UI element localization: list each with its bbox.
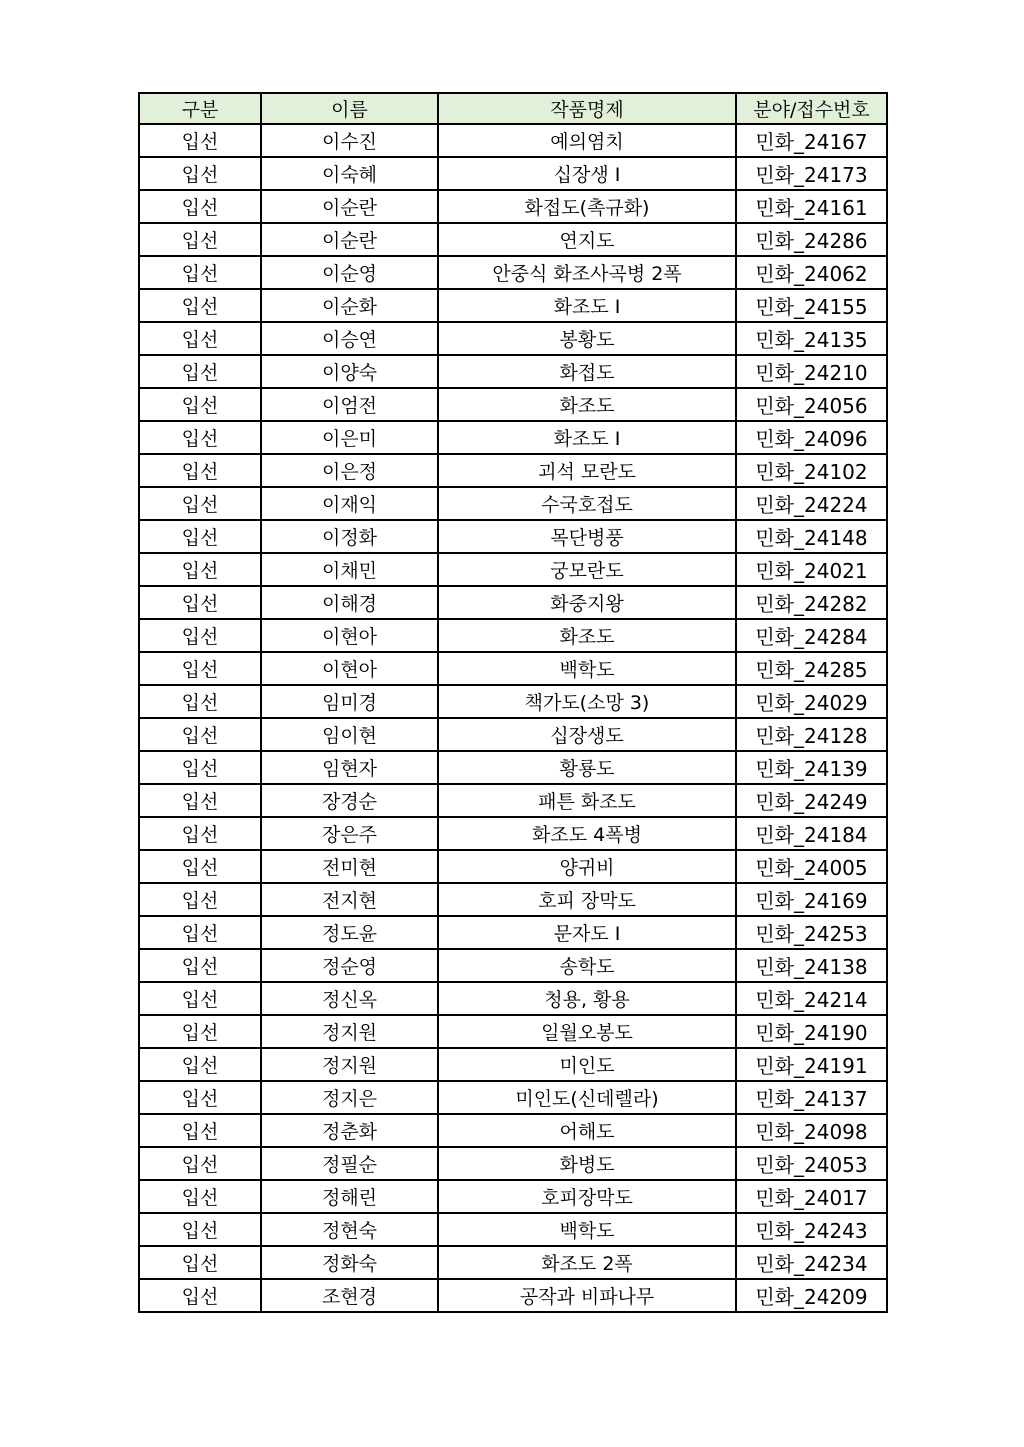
- cell-entry-number: 민화_24138: [736, 949, 887, 982]
- table-row: [139, 982, 887, 1015]
- table-row: [139, 1279, 887, 1312]
- table-row: [139, 421, 887, 454]
- cell-entry-number: 민화_24253: [736, 916, 887, 949]
- cell-title: 궁모란도: [438, 553, 736, 586]
- cell-category: 입선: [139, 949, 261, 982]
- cell-category: 입선: [139, 652, 261, 685]
- cell-entry-number: 민화_24173: [736, 157, 887, 190]
- cell-entry-number: 민화_24184: [736, 817, 887, 850]
- cell-category: 입선: [139, 190, 261, 223]
- cell-category: 입선: [139, 850, 261, 883]
- cell-name: 정해린: [261, 1180, 438, 1213]
- table-row: [139, 652, 887, 685]
- cell-title: 십장생 I: [438, 157, 736, 190]
- cell-category: 입선: [139, 586, 261, 619]
- cell-entry-number: 민화_24167: [736, 124, 887, 157]
- cell-name: 정필순: [261, 1147, 438, 1180]
- cell-entry-number: 민화_24056: [736, 388, 887, 421]
- header-title: 작품명제: [438, 93, 736, 124]
- cell-name: 이순화: [261, 289, 438, 322]
- cell-name: 이재익: [261, 487, 438, 520]
- cell-category: 입선: [139, 355, 261, 388]
- cell-category: 입선: [139, 1279, 261, 1312]
- cell-entry-number: 민화_24282: [736, 586, 887, 619]
- cell-entry-number: 민화_24285: [736, 652, 887, 685]
- cell-title: 화조도: [438, 619, 736, 652]
- cell-entry-number: 민화_24005: [736, 850, 887, 883]
- cell-category: 입선: [139, 520, 261, 553]
- cell-name: 정지은: [261, 1081, 438, 1114]
- header-name: 이름: [261, 93, 438, 124]
- table-row: [139, 1180, 887, 1213]
- cell-title: 화조도 4폭병: [438, 817, 736, 850]
- cell-category: 입선: [139, 322, 261, 355]
- table-row: [139, 949, 887, 982]
- table-row: [139, 916, 887, 949]
- cell-title: 화접도: [438, 355, 736, 388]
- cell-category: 입선: [139, 289, 261, 322]
- cell-title: 화조도 I: [438, 421, 736, 454]
- cell-title: 호피 장막도: [438, 883, 736, 916]
- cell-name: 장은주: [261, 817, 438, 850]
- cell-entry-number: 민화_24210: [736, 355, 887, 388]
- cell-name: 이해경: [261, 586, 438, 619]
- cell-title: 백학도: [438, 652, 736, 685]
- cell-title: 수국호접도: [438, 487, 736, 520]
- cell-entry-number: 민화_24021: [736, 553, 887, 586]
- cell-name: 이순영: [261, 256, 438, 289]
- cell-entry-number: 민화_24161: [736, 190, 887, 223]
- cell-entry-number: 민화_24017: [736, 1180, 887, 1213]
- cell-title: 송학도: [438, 949, 736, 982]
- cell-title: 백학도: [438, 1213, 736, 1246]
- table-row: [139, 1114, 887, 1147]
- cell-title: 화접도(촉규화): [438, 190, 736, 223]
- cell-entry-number: 민화_24214: [736, 982, 887, 1015]
- table-row: [139, 1147, 887, 1180]
- cell-name: 정화숙: [261, 1246, 438, 1279]
- cell-title: 화조도 I: [438, 289, 736, 322]
- cell-name: 전지현: [261, 883, 438, 916]
- cell-title: 봉황도: [438, 322, 736, 355]
- cell-entry-number: 민화_24243: [736, 1213, 887, 1246]
- table-row: [139, 190, 887, 223]
- cell-entry-number: 민화_24169: [736, 883, 887, 916]
- table-row: [139, 322, 887, 355]
- cell-name: 이정화: [261, 520, 438, 553]
- cell-name: 임미경: [261, 685, 438, 718]
- cell-name: 이현아: [261, 619, 438, 652]
- cell-name: 정순영: [261, 949, 438, 982]
- cell-title: 목단병풍: [438, 520, 736, 553]
- cell-title: 패튼 화조도: [438, 784, 736, 817]
- cell-entry-number: 민화_24234: [736, 1246, 887, 1279]
- table-row: [139, 619, 887, 652]
- cell-name: 정신옥: [261, 982, 438, 1015]
- cell-title: 호피장막도: [438, 1180, 736, 1213]
- cell-title: 십장생도: [438, 718, 736, 751]
- cell-category: 입선: [139, 619, 261, 652]
- cell-name: 이은정: [261, 454, 438, 487]
- table-row: [139, 751, 887, 784]
- cell-name: 정지원: [261, 1048, 438, 1081]
- cell-name: 정춘화: [261, 1114, 438, 1147]
- cell-title: 연지도: [438, 223, 736, 256]
- table-row: [139, 883, 887, 916]
- cell-title: 황룡도: [438, 751, 736, 784]
- table-row: [139, 718, 887, 751]
- cell-title: 책가도(소망 3): [438, 685, 736, 718]
- cell-category: 입선: [139, 124, 261, 157]
- cell-category: 입선: [139, 1048, 261, 1081]
- cell-entry-number: 민화_24190: [736, 1015, 887, 1048]
- cell-name: 이수진: [261, 124, 438, 157]
- table-row: [139, 1081, 887, 1114]
- cell-title: 청용, 황용: [438, 982, 736, 1015]
- cell-category: 입선: [139, 1246, 261, 1279]
- cell-category: 입선: [139, 1081, 261, 1114]
- cell-name: 임이현: [261, 718, 438, 751]
- cell-title: 화조도 2폭: [438, 1246, 736, 1279]
- table-row: [139, 1213, 887, 1246]
- cell-name: 정현숙: [261, 1213, 438, 1246]
- cell-name: 조현경: [261, 1279, 438, 1312]
- cell-entry-number: 민화_24137: [736, 1081, 887, 1114]
- cell-name: 정지원: [261, 1015, 438, 1048]
- cell-title: 안중식 화조사곡병 2폭: [438, 256, 736, 289]
- cell-entry-number: 민화_24102: [736, 454, 887, 487]
- cell-category: 입선: [139, 685, 261, 718]
- table-row: [139, 520, 887, 553]
- cell-entry-number: 민화_24286: [736, 223, 887, 256]
- cell-entry-number: 민화_24135: [736, 322, 887, 355]
- table-row: [139, 124, 887, 157]
- cell-title: 예의염치: [438, 124, 736, 157]
- table-row: [139, 157, 887, 190]
- table-row: [139, 850, 887, 883]
- cell-entry-number: 민화_24191: [736, 1048, 887, 1081]
- cell-name: 이양숙: [261, 355, 438, 388]
- cell-name: 임현자: [261, 751, 438, 784]
- results-table: [138, 92, 888, 1313]
- cell-title: 양귀비: [438, 850, 736, 883]
- cell-title: 어해도: [438, 1114, 736, 1147]
- table-row: [139, 454, 887, 487]
- cell-name: 이순란: [261, 190, 438, 223]
- cell-name: 이은미: [261, 421, 438, 454]
- cell-title: 화병도: [438, 1147, 736, 1180]
- table-header: [139, 93, 887, 124]
- cell-entry-number: 민화_24155: [736, 289, 887, 322]
- cell-title: 화중지왕: [438, 586, 736, 619]
- cell-name: 정도윤: [261, 916, 438, 949]
- cell-title: 미인도(신데렐라): [438, 1081, 736, 1114]
- cell-entry-number: 민화_24029: [736, 685, 887, 718]
- cell-entry-number: 민화_24053: [736, 1147, 887, 1180]
- cell-title: 공작과 비파나무: [438, 1279, 736, 1312]
- cell-category: 입선: [139, 256, 261, 289]
- cell-title: 문자도 I: [438, 916, 736, 949]
- cell-title: 일월오봉도: [438, 1015, 736, 1048]
- cell-category: 입선: [139, 1180, 261, 1213]
- cell-entry-number: 민화_24209: [736, 1279, 887, 1312]
- header-category: 구분: [139, 93, 261, 124]
- table-row: [139, 784, 887, 817]
- cell-category: 입선: [139, 454, 261, 487]
- cell-entry-number: 민화_24139: [736, 751, 887, 784]
- table-row: [139, 553, 887, 586]
- cell-entry-number: 민화_24148: [736, 520, 887, 553]
- cell-category: 입선: [139, 1114, 261, 1147]
- cell-name: 장경순: [261, 784, 438, 817]
- cell-category: 입선: [139, 388, 261, 421]
- header-entry-number: 분야/접수번호: [736, 93, 887, 124]
- cell-title: 화조도: [438, 388, 736, 421]
- cell-title: 괴석 모란도: [438, 454, 736, 487]
- cell-entry-number: 민화_24128: [736, 718, 887, 751]
- cell-name: 이현아: [261, 652, 438, 685]
- table-body: [139, 124, 887, 1312]
- header-row: [139, 93, 887, 124]
- cell-entry-number: 민화_24098: [736, 1114, 887, 1147]
- cell-category: 입선: [139, 1147, 261, 1180]
- table-row: [139, 586, 887, 619]
- cell-category: 입선: [139, 487, 261, 520]
- cell-name: 이엄전: [261, 388, 438, 421]
- cell-name: 전미현: [261, 850, 438, 883]
- cell-category: 입선: [139, 784, 261, 817]
- table-row: [139, 1246, 887, 1279]
- table-row: [139, 685, 887, 718]
- table-row: [139, 1015, 887, 1048]
- cell-category: 입선: [139, 223, 261, 256]
- cell-category: 입선: [139, 1213, 261, 1246]
- cell-category: 입선: [139, 553, 261, 586]
- cell-category: 입선: [139, 751, 261, 784]
- table-row: [139, 289, 887, 322]
- table-row: [139, 223, 887, 256]
- cell-category: 입선: [139, 157, 261, 190]
- cell-entry-number: 민화_24224: [736, 487, 887, 520]
- cell-category: 입선: [139, 916, 261, 949]
- cell-entry-number: 민화_24249: [736, 784, 887, 817]
- table-row: [139, 256, 887, 289]
- cell-name: 이채민: [261, 553, 438, 586]
- cell-entry-number: 민화_24096: [736, 421, 887, 454]
- cell-category: 입선: [139, 718, 261, 751]
- cell-category: 입선: [139, 421, 261, 454]
- cell-name: 이순란: [261, 223, 438, 256]
- cell-entry-number: 민화_24284: [736, 619, 887, 652]
- cell-name: 이승연: [261, 322, 438, 355]
- cell-category: 입선: [139, 883, 261, 916]
- cell-name: 이숙혜: [261, 157, 438, 190]
- cell-title: 미인도: [438, 1048, 736, 1081]
- table-row: [139, 355, 887, 388]
- table-row: [139, 817, 887, 850]
- cell-category: 입선: [139, 817, 261, 850]
- table-row: [139, 487, 887, 520]
- table-row: [139, 1048, 887, 1081]
- cell-category: 입선: [139, 982, 261, 1015]
- table-row: [139, 388, 887, 421]
- cell-entry-number: 민화_24062: [736, 256, 887, 289]
- cell-category: 입선: [139, 1015, 261, 1048]
